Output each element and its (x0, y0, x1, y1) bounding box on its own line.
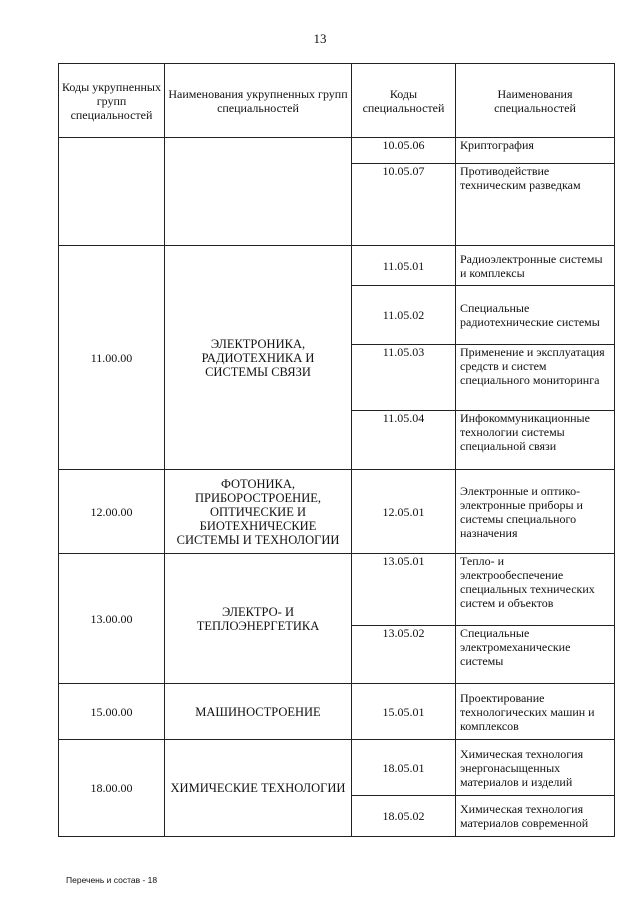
specialty-name: Применение и эксплуатация средств и систем специального мониторинга (456, 345, 615, 411)
specialties-table (58, 63, 615, 837)
group-name (165, 138, 352, 246)
header-specialty-codes: Коды специальностей (352, 64, 456, 138)
table-row (59, 470, 615, 554)
header-specialty-names: Наименования специальностей (456, 64, 615, 138)
specialty-name: Радиоэлектронные системы и комплексы (456, 246, 615, 286)
group-name: ФОТОНИКА, ПРИБОРОСТРОЕНИЕ, ОПТИЧЕСКИЕ И БИОТЕХНИЧЕСКИЕ СИСТЕМЫ И ТЕХНОЛОГИИ (165, 470, 352, 554)
table-row (59, 246, 615, 286)
specialty-code: 18.05.02 (352, 796, 456, 837)
specialty-code: 11.05.03 (352, 345, 456, 411)
specialty-name: Противодействие техническим разведкам (456, 164, 615, 246)
specialty-code: 11.05.04 (352, 411, 456, 470)
specialty-code: 10.05.07 (352, 164, 456, 246)
group-code: 12.00.00 (59, 470, 165, 554)
specialty-code: 12.05.01 (352, 470, 456, 554)
specialty-name: Специальные радиотехнические системы (456, 286, 615, 345)
specialty-name: Специальные электромеханические системы (456, 626, 615, 684)
specialty-code: 10.05.06 (352, 138, 456, 164)
footer-note: Перечень и состав - 18 (66, 875, 158, 885)
specialty-code: 18.05.01 (352, 740, 456, 796)
header-group-names: Наименования укрупненных групп специальностей (165, 64, 352, 138)
group-code (59, 138, 165, 246)
group-code: 18.00.00 (59, 740, 165, 837)
group-name: ЭЛЕКТРО- И ТЕПЛОЭНЕРГЕТИКА (165, 554, 352, 684)
specialty-name: Проектирование технологических машин и комплексов (456, 684, 615, 740)
group-name: ХИМИЧЕСКИЕ ТЕХНОЛОГИИ (165, 740, 352, 837)
specialty-code: 13.05.01 (352, 554, 456, 626)
group-code: 15.00.00 (59, 684, 165, 740)
table-header-row (59, 64, 615, 138)
specialty-code: 11.05.01 (352, 246, 456, 286)
specialty-code: 15.05.01 (352, 684, 456, 740)
table-row (59, 554, 615, 626)
group-code: 11.00.00 (59, 246, 165, 470)
group-name: ЭЛЕКТРОНИКА, РАДИОТЕХНИКА И СИСТЕМЫ СВЯЗИ (165, 246, 352, 470)
group-name: МАШИНОСТРОЕНИЕ (165, 684, 352, 740)
specialty-name: Криптография (456, 138, 615, 164)
specialty-name: Электронные и оптико-электронные приборы и системы специального назначения (456, 470, 615, 554)
specialty-name: Тепло- и электрообеспечение специальных технических систем и объектов (456, 554, 615, 626)
specialty-code: 13.05.02 (352, 626, 456, 684)
table-row (59, 138, 615, 164)
specialty-code: 11.05.02 (352, 286, 456, 345)
specialty-name: Инфокоммуникационные технологии системы специальной связи (456, 411, 615, 470)
specialty-name: Химическая технология материалов современной (456, 796, 615, 837)
page-number: 13 (313, 31, 327, 46)
group-code: 13.00.00 (59, 554, 165, 684)
header-group-codes: Коды укрупненных групп специальностей (59, 64, 165, 138)
table-row (59, 684, 615, 740)
specialty-name: Химическая технология энергонасыщенных материалов и изделий (456, 740, 615, 796)
table-row (59, 740, 615, 796)
